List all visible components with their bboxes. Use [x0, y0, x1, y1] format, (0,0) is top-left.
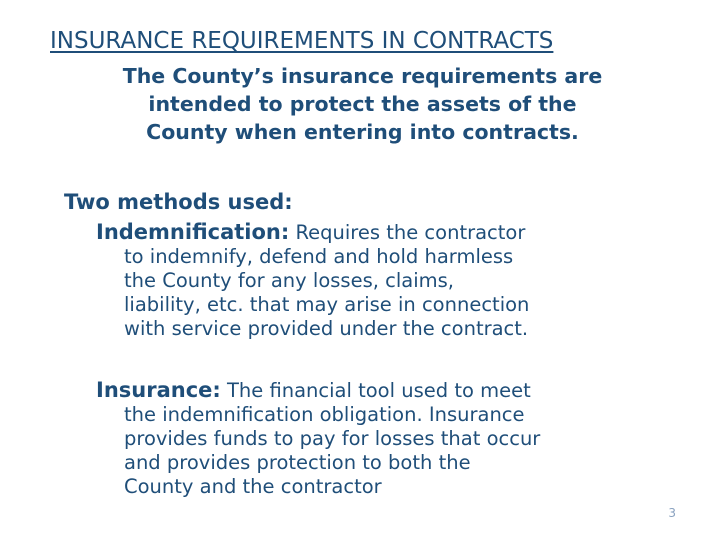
insurance-block	[96, 378, 696, 499]
indemnification-term: Indemnification:	[96, 220, 290, 244]
page-number: 3	[668, 506, 676, 520]
indemnification-first-text: Requires the contractor	[289, 221, 526, 244]
indemnification-first-line	[96, 220, 696, 245]
intro-line: intended to protect the assets of the	[148, 92, 577, 116]
indemnification-line: liability, etc. that may arise in connection	[124, 293, 530, 316]
indemnification-block	[96, 220, 696, 341]
insurance-line: and provides protection to both the	[124, 451, 471, 474]
indemnification-line: the County for any losses, claims,	[124, 269, 454, 292]
intro-paragraph	[40, 62, 685, 146]
indemnification-line: with service provided under the contract.	[124, 317, 529, 340]
insurance-line: the indemnification obligation. Insurance	[124, 403, 525, 426]
insurance-line: County and the contractor	[124, 475, 382, 498]
slide-title: INSURANCE REQUIREMENTS IN CONTRACTS	[50, 28, 554, 54]
insurance-line: provides funds to pay for losses that occur	[124, 427, 541, 450]
indemnification-line: to indemnify, defend and hold harmless	[124, 245, 514, 268]
insurance-first-line	[96, 378, 696, 403]
intro-line: The County’s insurance requirements are	[122, 64, 603, 88]
methods-heading: Two methods used:	[64, 190, 293, 214]
intro-line: County when entering into contracts.	[146, 120, 579, 144]
insurance-term: Insurance:	[96, 378, 221, 402]
insurance-first-text: The financial tool used to meet	[220, 379, 531, 402]
